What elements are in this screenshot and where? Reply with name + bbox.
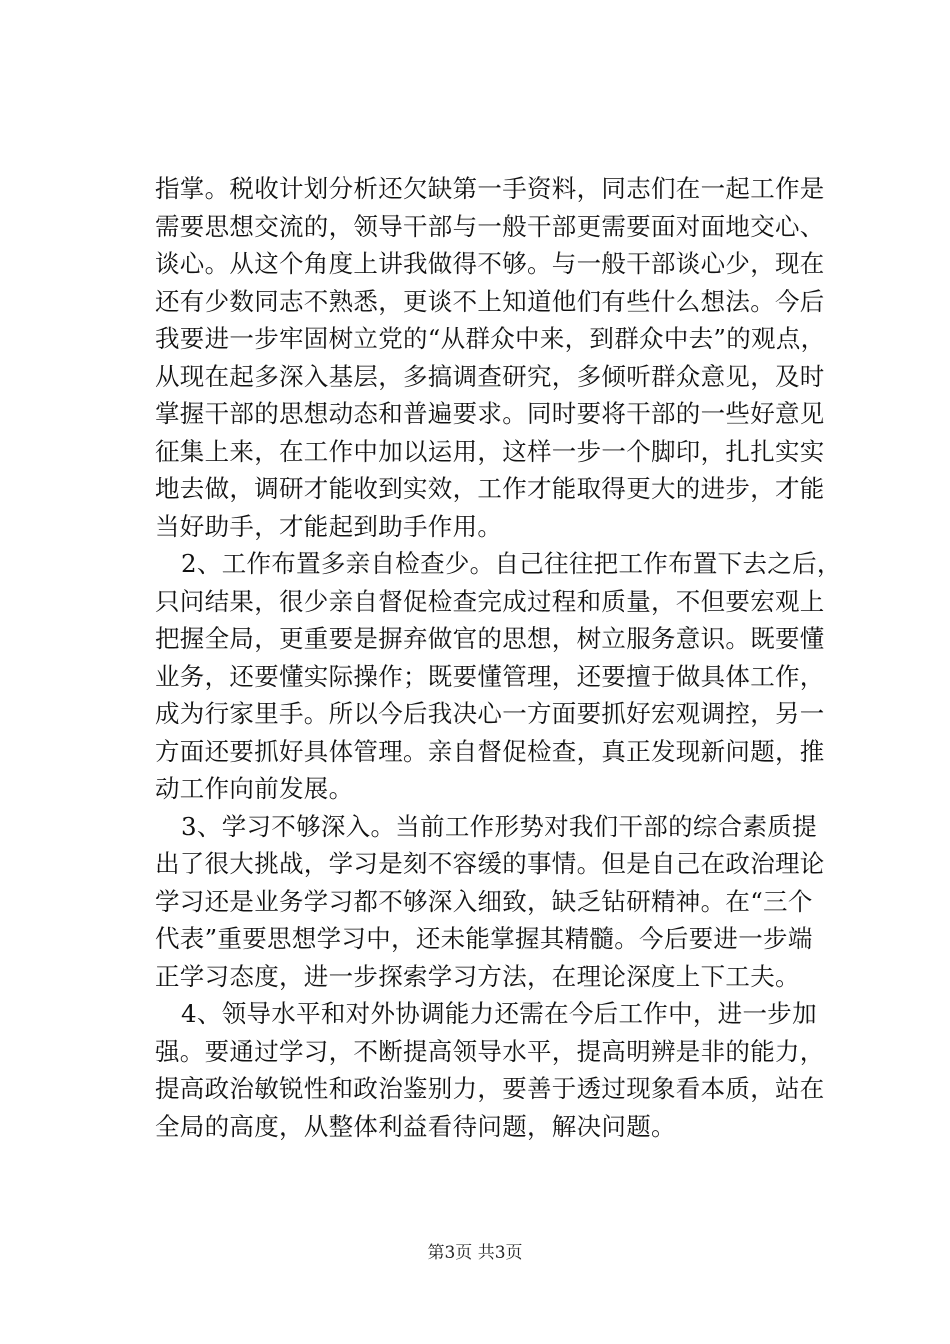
text-line: 业务，还要懂实际操作；既要懂管理，还要擅于做具体工作， [155, 661, 825, 691]
page-footer: 第3页 共3页 [427, 1243, 523, 1263]
text-line: 3、学习不够深入。当前工作形势对我们干部的综合素质提 [181, 811, 817, 841]
text-line: 只问结果，很少亲自督促检查完成过程和质量，不但要宏观上 [155, 586, 825, 616]
text-line: 方面还要抓好具体管理。亲自督促检查，真正发现新问题，推 [155, 736, 825, 766]
text-line: 征集上来，在工作中加以运用，这样一步一个脚印，扎扎实实 [155, 436, 825, 466]
text-line: 出了很大挑战，学习是刻不容缓的事情。但是自己在政治理论 [155, 849, 825, 878]
text-line: 谈心。从这个角度上讲我做得不够。与一般干部谈心少，现在 [155, 249, 825, 278]
text-line: 强。要通过学习，不断提高领导水平，提高明辨是非的能力， [155, 1036, 825, 1066]
text-line: 4、领导水平和对外协调能力还需在今后工作中，进一步加 [181, 999, 817, 1028]
text-line: 从现在起多深入基层，多搞调查研究，多倾听群众意见，及时 [155, 361, 825, 391]
text-line: 把握全局，更重要是摒弃做官的思想，树立服务意识。既要懂 [155, 624, 825, 653]
text-line: 提高政治敏锐性和政治鉴别力，要善于透过现象看本质，站在 [155, 1074, 825, 1103]
text-line: 2、工作布置多亲自检查少。自己往往把工作布置下去之后， [181, 549, 842, 578]
text-line: 动工作向前发展。 [155, 774, 354, 803]
text-line: 全局的高度，从整体利益看待问题，解决问题。 [155, 1111, 676, 1141]
text-line: 地去做，调研才能收到实效，工作才能取得更大的进步，才能 [155, 474, 825, 503]
text-line: 还有少数同志不熟悉，更谈不上知道他们有些什么想法。今后 [155, 286, 825, 316]
text-line: 代表”重要思想学习中，还未能掌握其精髓。今后要进一步端 [155, 924, 813, 953]
text-line: 指掌。税收计划分析还欠缺第一手资料，同志们在一起工作是 [155, 174, 825, 203]
text-line: 学习还是业务学习都不够深入细致，缺乏钻研精神。在“三个 [155, 886, 813, 916]
text-line: 需要思想交流的，领导干部与一般干部更需要面对面地交心、 [155, 211, 825, 241]
text-line: 正学习态度，进一步探索学习方法，在理论深度上下工夫。 [155, 961, 800, 991]
document-body [155, 170, 845, 1145]
text-line: 成为行家里手。所以今后我决心一方面要抓好宏观调控，另一 [155, 699, 825, 728]
text-line: 当好助手，才能起到助手作用。 [155, 511, 503, 541]
text-line: 我要进一步牢固树立党的“从群众中来，到群众中去”的观点， [155, 324, 826, 353]
text-line: 掌握干部的思想动态和普遍要求。同时要将干部的一些好意见 [155, 399, 825, 428]
